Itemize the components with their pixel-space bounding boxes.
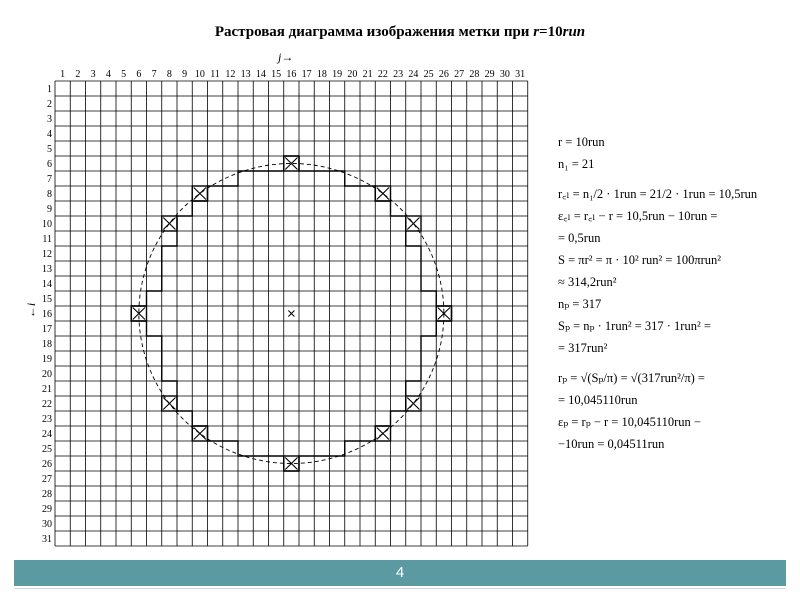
row-label: 19 (42, 354, 52, 365)
row-label: 4 (47, 129, 52, 140)
column-label: 6 (136, 69, 142, 80)
column-label: 2 (75, 69, 81, 80)
column-label: 14 (255, 69, 266, 80)
row-label: 12 (42, 249, 52, 260)
column-label: 16 (286, 69, 297, 80)
i-axis-label: ←i (24, 302, 39, 319)
column-label: 9 (182, 69, 188, 80)
formula-line: S = πr² = π · 10² run² = 100πrun² (558, 253, 722, 267)
column-label: 13 (240, 69, 251, 80)
row-label: 1 (47, 84, 52, 95)
formula-line: −10run = 0,04511run (558, 437, 665, 451)
page-number: 4 (395, 564, 405, 581)
column-label: 5 (121, 69, 127, 80)
row-label: 15 (42, 294, 52, 305)
column-label: 29 (484, 69, 495, 80)
column-label: 20 (347, 69, 358, 80)
formula-line: = 317run² (558, 341, 608, 355)
row-label: 14 (42, 279, 52, 290)
row-label: 13 (42, 264, 52, 275)
formula-line: = 0,5run (558, 231, 601, 245)
column-label: 28 (469, 69, 480, 80)
column-label: 24 (408, 69, 419, 80)
column-label: 27 (454, 69, 465, 80)
column-label: 12 (225, 69, 236, 80)
column-label: 18 (316, 69, 327, 80)
row-label: 17 (42, 324, 52, 335)
column-label: 23 (393, 69, 404, 80)
column-label: 25 (423, 69, 434, 80)
formula-line: = 10,045110run (558, 393, 638, 407)
column-label: 19 (332, 69, 343, 80)
row-label: 7 (47, 174, 52, 185)
row-label: 6 (47, 159, 52, 170)
row-label: 20 (42, 369, 52, 380)
row-label: 2 (47, 99, 52, 110)
row-label: 3 (47, 114, 52, 125)
row-label: 31 (42, 534, 52, 545)
row-label: 21 (42, 384, 52, 395)
row-label: 5 (47, 144, 52, 155)
column-label: 15 (271, 69, 282, 80)
row-label: 10 (42, 219, 52, 230)
row-label: 11 (42, 234, 52, 245)
j-axis-label: j→ (278, 50, 294, 64)
formula-line: Sₚ = nₚ · 1run² = 317 · 1run² = (558, 319, 711, 333)
row-label: 8 (47, 189, 52, 200)
column-label: 10 (194, 69, 205, 80)
column-label: 1 (60, 69, 66, 80)
row-label: 30 (42, 519, 52, 530)
formula-line: ε꜀ₗ = r꜀ₗ − r = 10,5run − 10run = (558, 209, 718, 223)
formula-line: nₚ = 317 (558, 297, 602, 311)
slide-title: Растровая диаграмма изображения метки при r=10run (214, 24, 586, 40)
formula-line: r = 10run (558, 135, 605, 149)
column-label: 22 (377, 69, 388, 80)
column-label: 30 (499, 69, 510, 80)
row-label: 29 (42, 504, 52, 515)
column-label: 31 (515, 69, 526, 80)
column-label: 4 (105, 69, 111, 80)
column-label: 11 (210, 69, 220, 80)
formula-line: rₚ = √(Sₚ/π) = √(317run²/π) = (558, 371, 705, 385)
footer-divider (14, 588, 786, 589)
formula-line: εₚ = rₚ − r = 10,045110run − (558, 415, 701, 429)
row-label: 16 (42, 309, 52, 320)
row-label: 27 (42, 474, 52, 485)
row-label: 28 (42, 489, 52, 500)
footer-bar (14, 560, 786, 586)
column-label: 17 (301, 69, 312, 80)
column-label: 3 (90, 69, 96, 80)
column-label: 26 (438, 69, 449, 80)
row-label: 9 (47, 204, 52, 215)
row-label: 26 (42, 459, 52, 470)
row-label: 23 (42, 414, 52, 425)
row-label: 22 (42, 399, 52, 410)
formula-line: r꜀ₗ = n₁/2 · 1run = 21/2 · 1run = 10,5run (558, 187, 758, 201)
column-label: 7 (151, 69, 157, 80)
formula-panel (558, 135, 794, 459)
column-label: 8 (166, 69, 172, 80)
row-label: 18 (42, 339, 52, 350)
row-label: 24 (42, 429, 52, 440)
formula-line: n₁ = 21 (558, 157, 595, 171)
formula-line: ≈ 314,2run² (558, 275, 617, 289)
column-label: 21 (362, 69, 373, 80)
row-label: 25 (42, 444, 52, 455)
